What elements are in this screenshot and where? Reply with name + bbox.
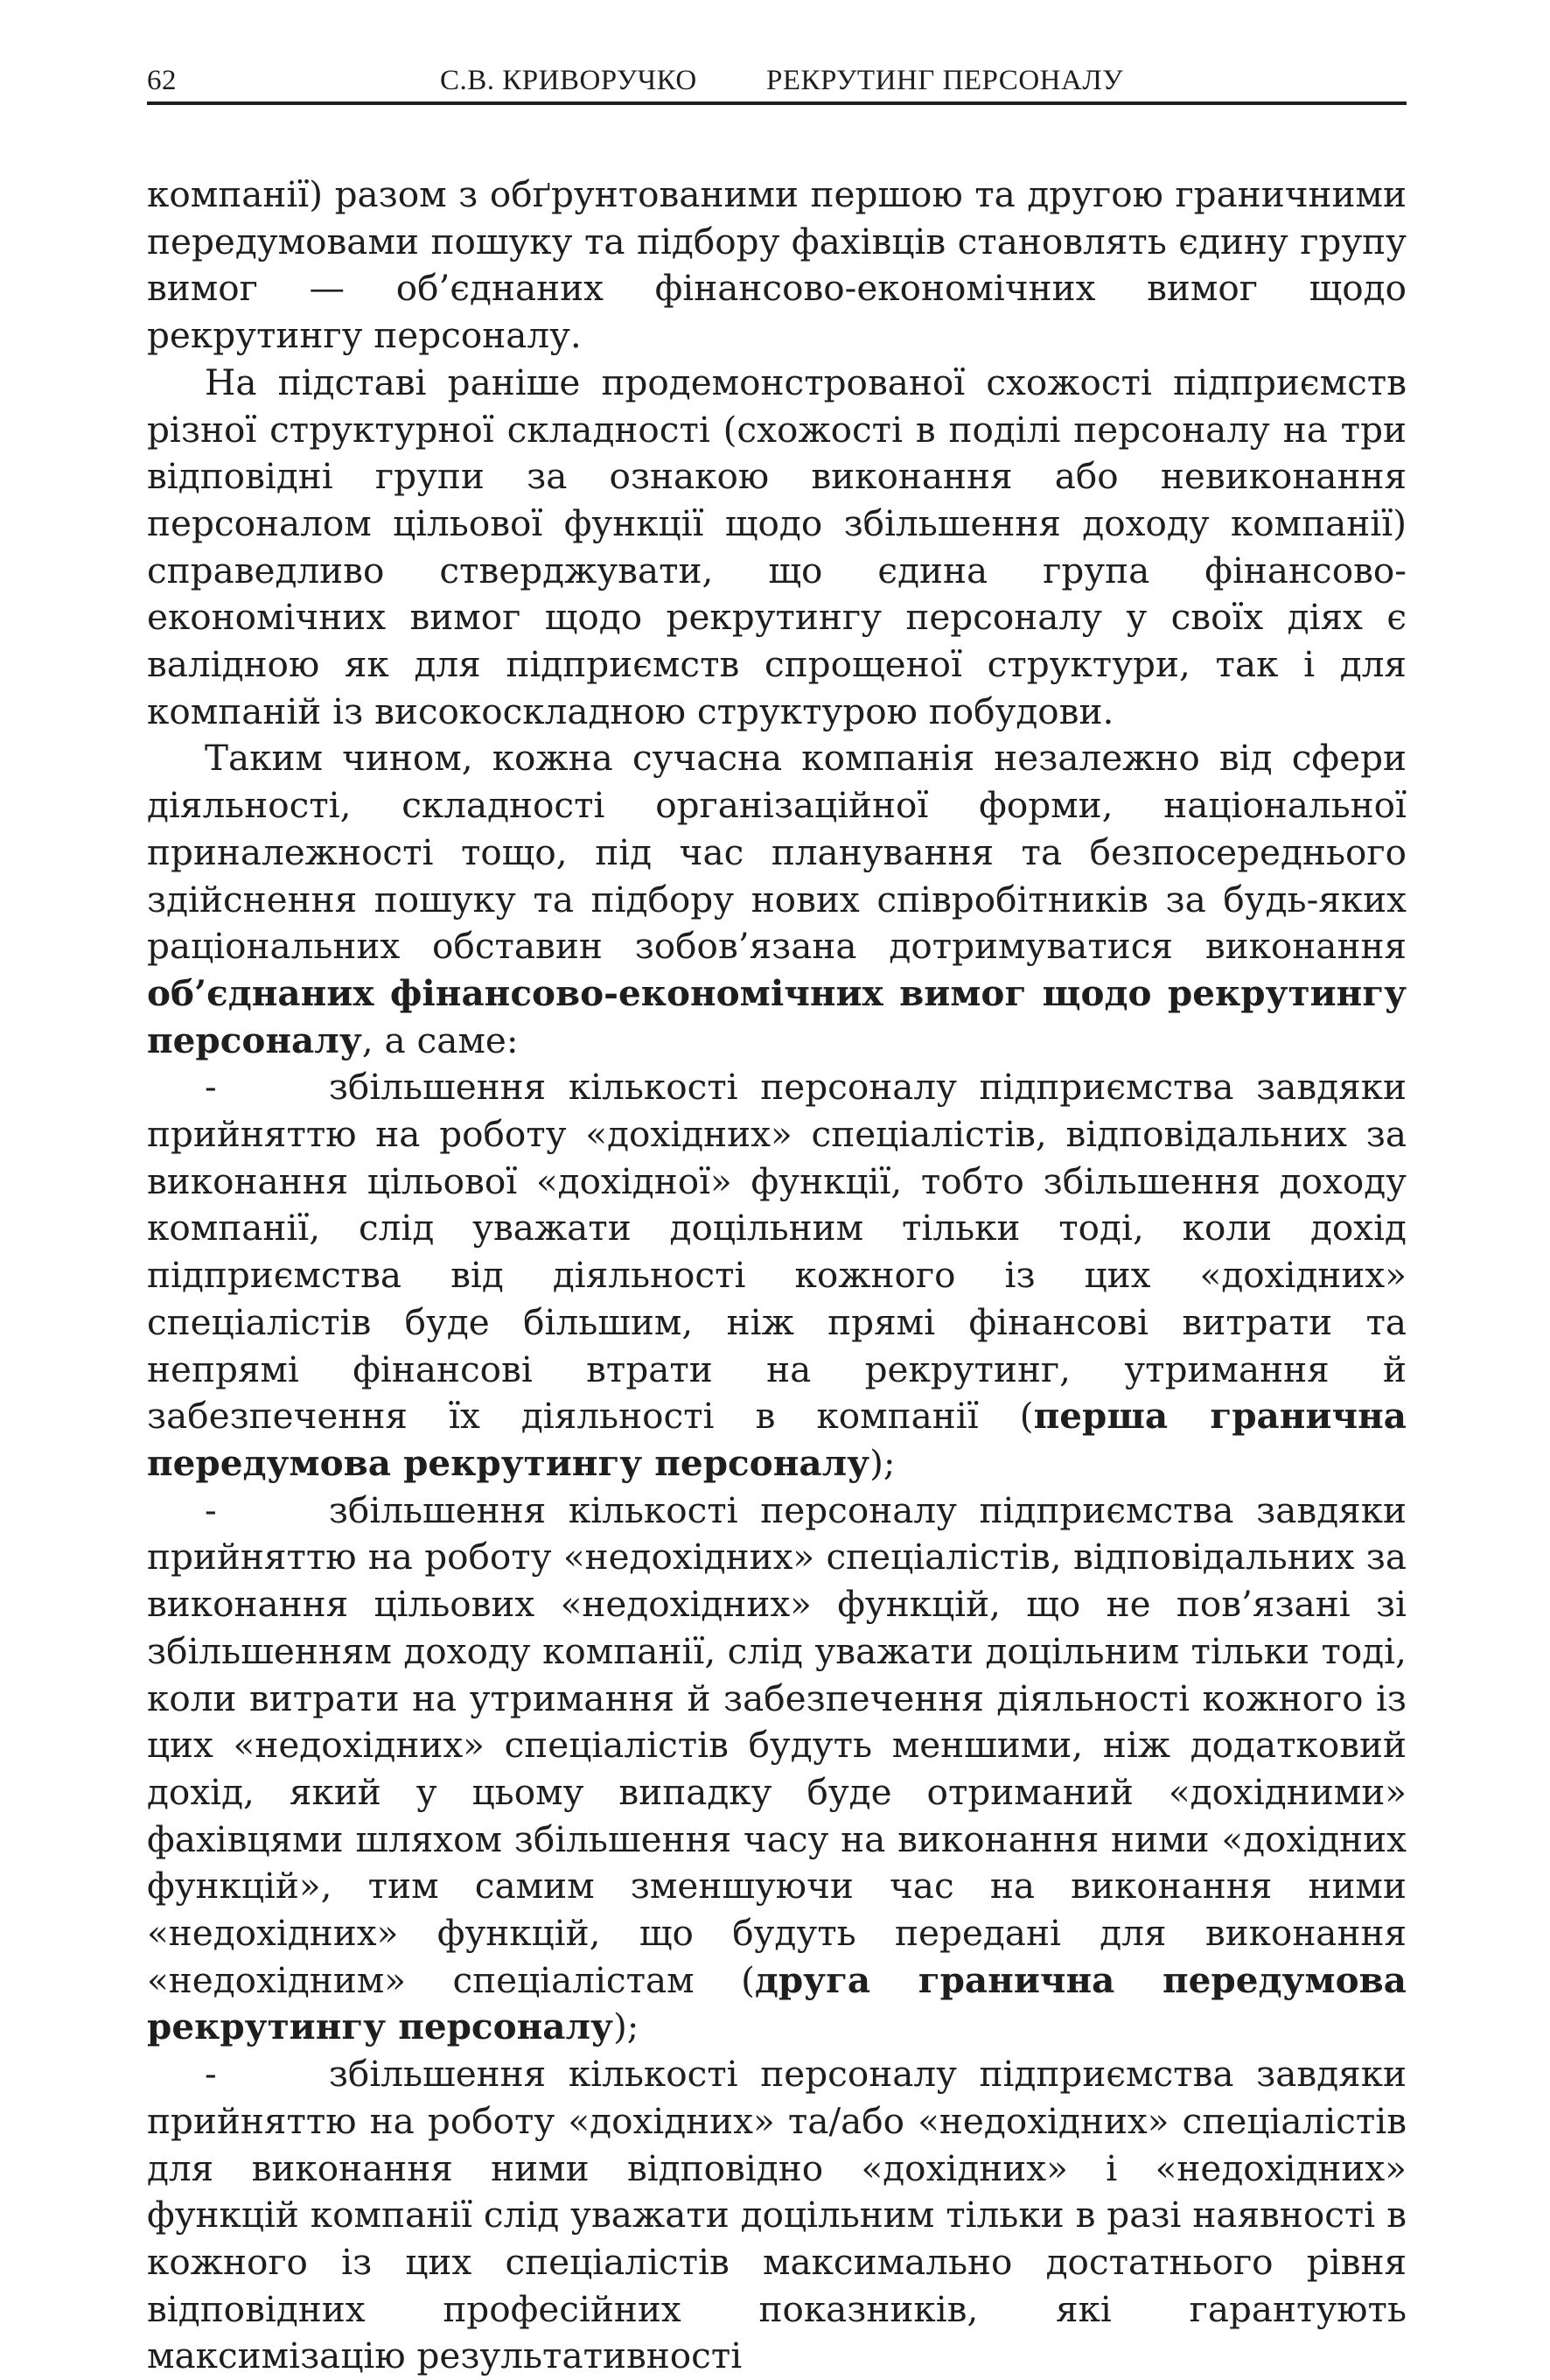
list-item-text: збільшення кількості персоналу підприємства завдяки прийняттю на роботу «дохідних» та/або «недохідних» спеціалістів для виконання ними відповідно «дохідних» і «недохідних» функцій компанії слід уважати доцільним тільки в разі наявності в кожного із цих спеціалістів максимально достатнього рівня відповідних професійних показників, які гарантують максимізацію результативності (147, 2053, 1407, 2377)
paragraph-text: Таким чином, кожна сучасна компанія незалежно від сфери діяльності, складності організаційної форми, національної приналежності тощо, під час планування та безпосереднього здійснення пошуку та підбору нових співробітників за будь-яких раціональних обставин зобов’язана дотримуватися виконання (147, 737, 1407, 968)
list-item-text: збільшення кількості персоналу підприємства завдяки прийняттю на роботу «дохідних» спеціалістів, відповідальних за виконання цільової «дохідної» функції, тобто збільшення доходу компанії, слід уважати доцільним тільки тоді, коли дохід підприємства від діяльності кожного із цих «дохідних» спеціалістів буде більшим, ніж прямі фінансові витрати та непрямі фінансові втрати на рекрутинг, утримання й забезпечення їх діяльності в компанії ( (147, 1066, 1407, 1438)
list-marker: - (205, 2053, 217, 2096)
list-item-text: збільшення кількості персоналу підприємства завдяки прийняттю на роботу «недохідних» спеціалістів, відповідальних за виконання цільових «недохідних» функцій, що не пов’язані зі збільшенням доходу компанії, слід уважати доцільним тільки тоді, коли витрати на утримання й забезпечення діяльності кожного із цих «недохідних» спеціалістів будуть меншими, ніж додатковий дохід, який у цьому випадку буде отриманий «дохідними» фахівцями шляхом збільшення часу на виконання ними «дохідних функцій», тим самим зменшуючи час на виконання ними «недохідних» функцій, що будуть передані для виконання «недохідним» спеціалістам ( (147, 1488, 1407, 2001)
running-header (147, 58, 1407, 103)
book-title: РЕКРУТИНГ ПЕРСОНАЛУ (766, 65, 1124, 96)
body-text (147, 172, 1407, 2380)
page-number: 62 (147, 65, 177, 96)
paragraph (147, 360, 1407, 736)
list-item (147, 1064, 1407, 1487)
list-item-text: ); (869, 1441, 896, 1484)
bold-term: перша гранична передумова рекрутингу персоналу (147, 1395, 1407, 1484)
list-marker: - (205, 1488, 217, 1531)
paragraph (147, 735, 1407, 1064)
header-rule (147, 102, 1407, 105)
bold-term: об’єднаних фінансово-економічних вимог щодо рекрутингу персоналу (147, 971, 1407, 1061)
paragraph-continuation (147, 172, 1407, 360)
list-item (147, 2051, 1407, 2380)
list-item (147, 1488, 1407, 2051)
bold-term: друга гранична передумова рекрутингу персоналу (147, 1958, 1407, 2048)
list-marker: - (205, 1066, 217, 1109)
paragraph-text: , а саме: (361, 1018, 519, 1061)
paragraph-text: На підставі раніше продемонстрованої схожості підприємств різної структурної складності (схожості в поділі персоналу на три відповідні групи за ознакою виконання або невиконання персоналом цільової функції щодо збільшення доходу компанії) справедливо стверджувати, що єдина група фінансово-економічних вимог щодо рекрутингу персоналу у своїх діях є валідною як для підприємств спрощеної структури, так і для компаній із високоскладною структурою побудови. (147, 360, 1407, 732)
paragraph-text: компанії) разом з обґрунтованими першою та другою граничними передумовами пошуку та підбору фахівців становлять єдину групу вимог — об’єднаних фінансово-економічних вимог щодо рекрутингу персоналу. (147, 173, 1407, 357)
author-name: С.В. КРИВОРУЧКО (440, 65, 697, 96)
list-item-text: ); (612, 2006, 639, 2048)
